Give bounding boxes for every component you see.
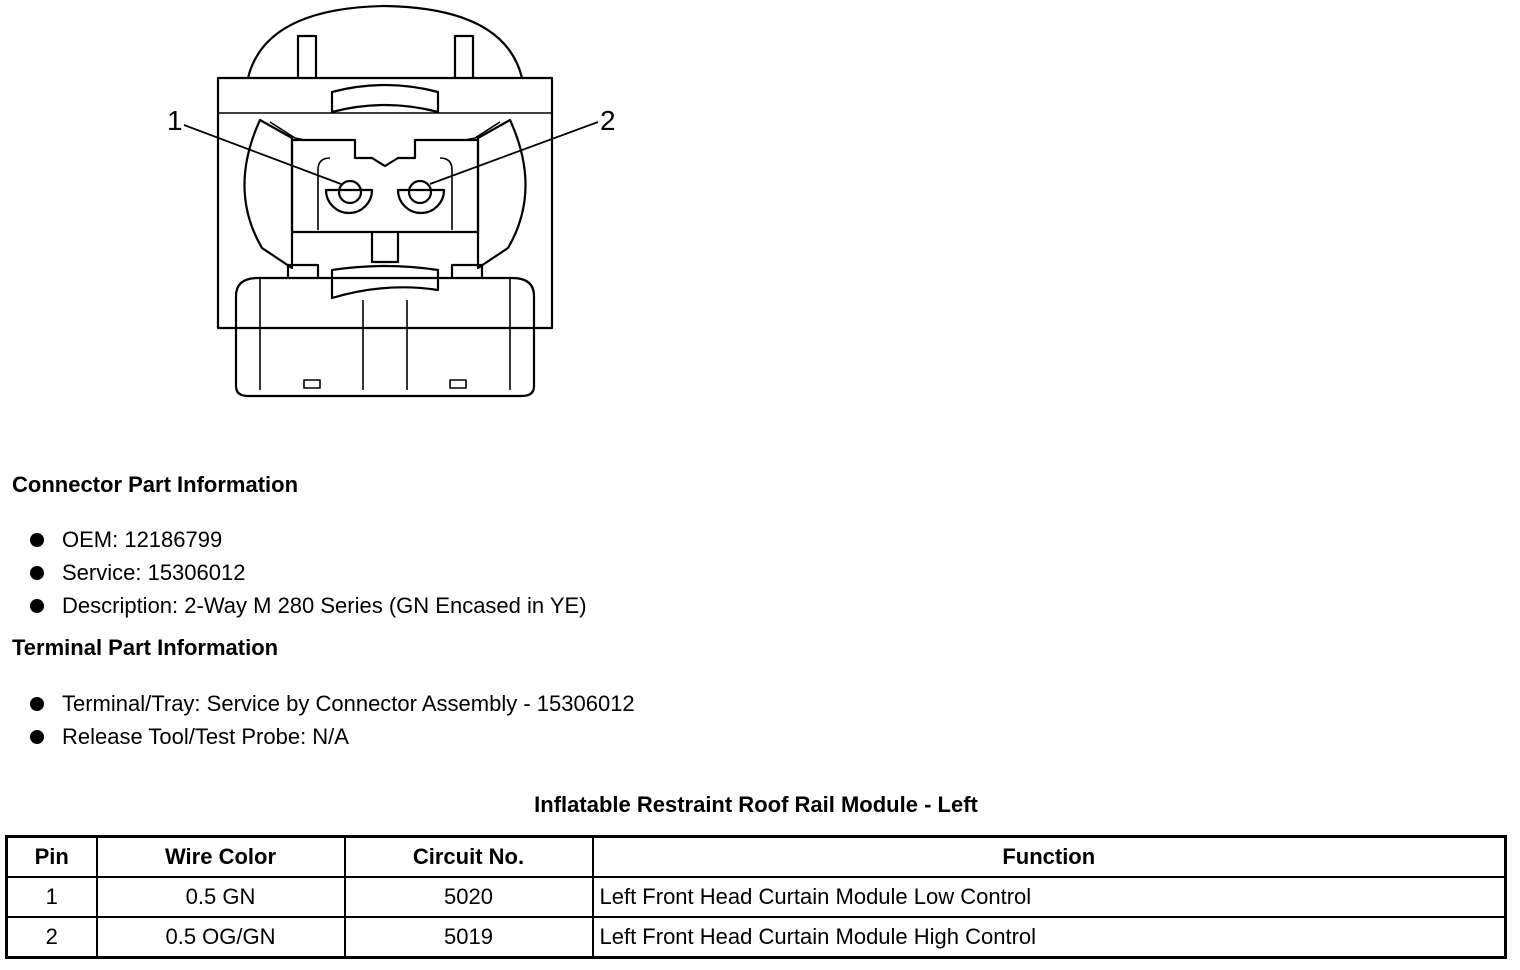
header-pin: Pin <box>7 837 97 878</box>
wire-color-cell: 0.5 GN <box>97 877 345 917</box>
table-header-row <box>7 837 1506 878</box>
connector-oem-item: OEM: 12186799 <box>30 523 587 556</box>
circuit-cell: 5019 <box>345 917 593 958</box>
release-tool-item: Release Tool/Test Probe: N/A <box>30 720 635 753</box>
wire-color-cell: 0.5 OG/GN <box>97 917 345 958</box>
function-cell: Left Front Head Curtain Module High Control <box>593 917 1506 958</box>
pinout-table <box>5 835 1507 959</box>
connector-part-info-heading: Connector Part Information <box>12 472 299 497</box>
terminal-part-info-heading: Terminal Part Information <box>12 635 279 660</box>
connector-service-item: Service: 15306012 <box>30 556 587 589</box>
header-wire-color: Wire Color <box>97 837 345 878</box>
pin-cell: 2 <box>7 917 97 958</box>
header-circuit-no: Circuit No. <box>345 837 593 878</box>
table-row <box>7 877 1506 917</box>
circuit-cell: 5020 <box>345 877 593 917</box>
table-row <box>7 917 1506 958</box>
terminal-2 <box>409 181 431 203</box>
connector-description-item: Description: 2-Way M 280 Series (GN Encased in YE) <box>30 589 587 622</box>
header-function: Function <box>593 837 1506 878</box>
terminal-part-info-list <box>30 687 635 753</box>
pin-cell: 1 <box>7 877 97 917</box>
terminal-tray-item: Terminal/Tray: Service by Connector Assembly - 15306012 <box>30 687 635 720</box>
connector-face-diagram <box>0 0 660 420</box>
callout-2: 2 <box>600 105 616 136</box>
terminal-1 <box>339 181 361 203</box>
connector-part-info-list <box>30 523 587 622</box>
callout-1: 1 <box>167 105 183 136</box>
function-cell: Left Front Head Curtain Module Low Control <box>593 877 1506 917</box>
pin-table-title: Inflatable Restraint Roof Rail Module - Left <box>534 792 978 817</box>
